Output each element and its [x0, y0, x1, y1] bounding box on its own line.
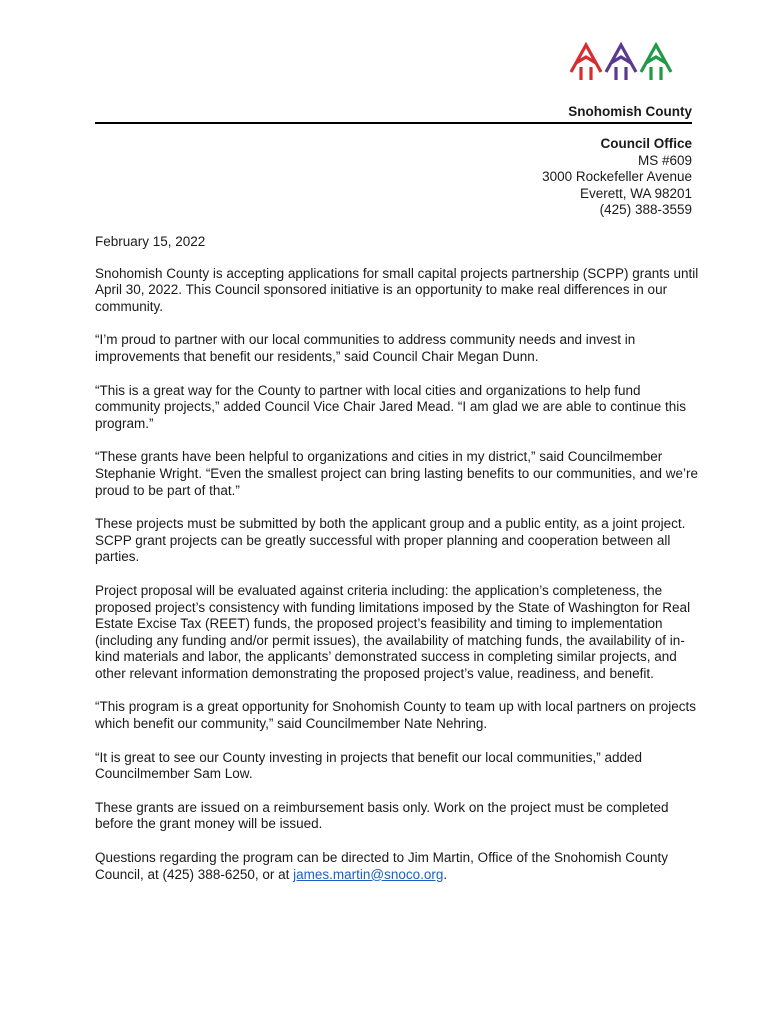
purple-tree-icon [606, 45, 636, 80]
letter-date: February 15, 2022 [95, 234, 206, 249]
paragraph-quote-low: “It is great to see our County investing in projects that benefit our local communities,” added Councilmember Sam Low. [95, 749, 643, 782]
paragraph-quote-mead: “This is a great way for the County to partner with local cities and organizations to help fund community projects,” added Council Vice Chair Jared Mead. “I am glad we are able to continue this program.” [95, 382, 687, 431]
paragraph-submission: These projects must be submitted by both the applicant group and a public entity, as a joint project. SCPP grant projects can be greatly successful with proper planning and cooperation between all parties. [95, 516, 686, 565]
paragraph-quote-wright: “These grants have been helpful to organizations and cities in my district,” said Councilmember Stephanie Wright. “Even the smallest project can bring lasting benefits to our communities, and we’re proud to be part of that.” [95, 449, 699, 498]
paragraph-quote-dunn: “I’m proud to partner with our local communities to address community needs and invest in improvements that benefit our residents,” said Council Chair Megan Dunn. [95, 332, 636, 364]
green-tree-icon [641, 45, 671, 80]
letter-body [95, 234, 705, 900]
street-address: 3000 Rockefeller Avenue [542, 169, 692, 185]
county-name: Snohomish County [568, 104, 692, 119]
email-link[interactable]: james.martin@snoco.org [293, 866, 444, 882]
city-state-zip: Everett, WA 98201 [579, 185, 692, 201]
header-divider [95, 122, 692, 124]
paragraph-reimbursement: These grants are issued on a reimbursement basis only. Work on the project must be completed before the grant money will be issued. [95, 799, 669, 832]
paragraph-announcement: Snohomish County is accepting applications for small capital projects partnership (SCPP) grants until April 30, 2022. This Council sponsored initiative is an opportunity to make real differences in our community. [95, 265, 699, 314]
snohomish-county-tree-logo [568, 42, 674, 82]
office-name: Council Office [600, 136, 692, 151]
red-tree-icon [571, 45, 601, 80]
mail-stop: MS #609 [637, 152, 692, 168]
office-phone: (425) 388-3559 [599, 202, 692, 218]
office-address-block [542, 136, 692, 219]
paragraph-criteria: Project proposal will be evaluated against criteria including: the application’s completeness, the proposed project’s consistency with funding limitations imposed by the State of Washington for Real Estate Excise Tax (REET) funds, the proposed project’s feasibility and timing to implementation (including any funding and/or permit issues), the availability of matching funds, the availability of in-kind materials and labor, the applicants’ demonstrated success in completing similar projects, and other relevant information demonstrating the proposed project’s value, readiness, and benefit. [95, 582, 691, 681]
paragraph-contact [95, 850, 705, 883]
contact-text: Questions regarding the program can be directed to Jim Martin, Office of the Snohomish County Council, at (425) 388-6250, or at [95, 850, 669, 882]
contact-period: . [443, 866, 448, 882]
paragraph-quote-nehring: “This program is a great opportunity for Snohomish County to team up with local partners on projects which benefit our community,” said Councilmember Nate Nehring. [95, 699, 697, 732]
